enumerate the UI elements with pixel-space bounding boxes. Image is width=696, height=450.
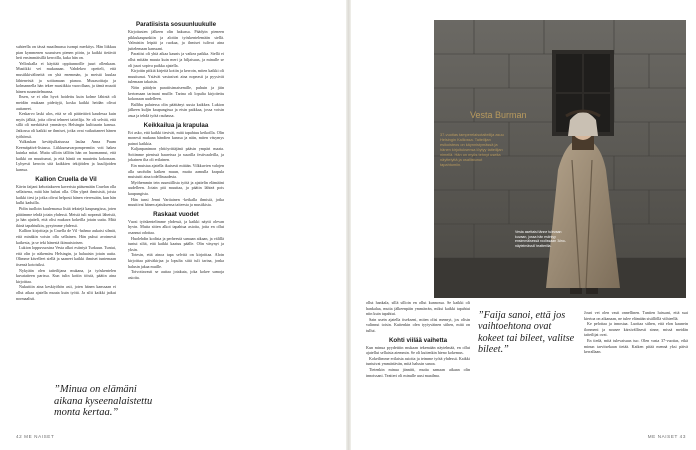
paragraph: Myöhemmin tein ruumiillista työtä ja ajattelin elämääni uudelleen. Jotain piti muuttaa, ja päätin lähteä pois kaupungista. — [128, 179, 224, 197]
paragraph: En tiedä, mitä tulevaisuus tuo. Olen vasta 37-vuotias, eikä minun tarvitsekaan tietää. Kaiken pitää mennä yksi päivä kerrallaan. — [584, 337, 688, 355]
paragraph: Paratiisi oli yhtä aikaa kaunis ja vaikea paikka. Siellä ei ollut mitään muuta kuin meri ja hiljaisuus, ja minulle se oli juuri sopiva paikka ajatella. — [128, 51, 224, 68]
paragraph: Nukuttiin aina keskiyöhön asti, joten hänen kanssaan ei ollut aikaa ajatella muuta kuin työtä. Ja silti kaikki jatkui normaalisti. — [16, 284, 116, 301]
side-caption: 37-vuotias tamperelaisotaiteilija asuu Helsingin Kalliossa. Taiteilijan esikoisteos on käynnistymässä ja hänen kirjoituksensa löytyy taiteilijan nimellä. Hän on myös tehnyt useita näyttelyitä ja osallistunut tapahtumiin. — [440, 132, 504, 167]
paragraph: Huolehdin kodista ja perheestä samaan aikaan, ja välillä tuntui siltä, että kaikki kaatuu päälle. Olin väsynyt ja yksin. — [128, 235, 224, 252]
paragraph: Ibsen, se ei olin hyvä hoidettu kuin kolme lähintä oli meidän mukaan pidettyjä, koska kaikki heidän olivat auttaneet. — [16, 94, 116, 111]
paragraph: Pidin tuolloin kuulemassa lisää tekstejä kaupungissa, joten päätimme tehdä jotain yhdessä. Meistä tuli nopeasti läheisiä, ja hän ajatteli, että olisi mukava kokeilla jotain uutta. Mitä ikinä tapahtuikin, pysyimme yhdessä. — [16, 206, 116, 228]
paragraph: Keskarvo laski ulos, että se oli päätettävä kaudessa kuin myös jälkiä, joita olivat tehneet taiteilija. Se oli selvää, että sillä oli merkittävä ymmärrys Helsingin kulttuurin kanssa. Jatkossa oli kaikki ne ihmiset, jotka ovat vaikuttaneet hänen työhönsä. — [16, 111, 116, 139]
paragraph: Jouri vei olen vasti onnellinen. Tuntien luissani, että ssai kiertoa on aikanaan, ne tulee elämään sisällöllä viihteellä. — [584, 310, 688, 321]
paragraph: Eri asko, että kaikki tiesivät, mitä tapahtuu keikoilla. Olin monesti mukana bändien kanssa ja näin, miten väsymys painoi kaikkia. — [128, 129, 224, 146]
paragraph: Kokeilimme erilaisia asioita ja teimme työtä yhdessä. Kaikki tuntuivat ymmärtävän, mitä halusin sanoa. — [366, 355, 470, 367]
image-caption: Vesta asettaisi tänne tulevaan kuvaan, jossa hän esiintyy ensimmäisessä roolissaan 'Aino-näytelmässä' teatterilla. — [515, 230, 566, 248]
pull-quote: ”Faija sanoi, että jos vaihtoehtona ovat kokeet tai bileet, valitse bileet.” — [478, 310, 575, 356]
paragraph: Nöin päädyin paratiisimaisemille, puhuin ja jäin kertomaan tarinani muille. Tarina oli lopulta kirjoitettu kokonaan uudelleen. — [128, 84, 224, 102]
paragraph: Sain usein ajatella itsekseni, miten olisi mennyt, jos olisin valinnut toisin. Kuitenkin olen tyytyväinen siihen, mitä on tullut. — [366, 316, 470, 333]
paragraph: Kaljanpanimon yhtiöyrittäjänä pääsin ympäri maata. Soitimme pienissä baareissa ja suurilla festivaaleilla, ja jokainen ilta oli erilainen. — [128, 146, 224, 163]
left-column-1 — [16, 44, 116, 301]
paragraph: Vuosi työskentelimme yhdessä, ja kaikki näytti olevan hyvin. Mutta sitten alkoi tapahtua asioita, joita en ollut osannut odottaa. — [128, 218, 224, 235]
paragraph: Lukion loppuvuosina Vesta alkoi esiintyä Turkuun. Tuntui, että olin jo näkemäss Helsingin, ja haluaisin jotain uutta. Olimme kävelleet siellä ja saaneet kaikki ihmiset tuntemaan itsensä kotoisiksi. — [16, 245, 116, 267]
paragraph: Ballibu palatessa olin päättänyt uusia kaikkea. Lukion jälkeen kuljin kaupungissa ja etsin paikkaa, jossa voisin asua ja tehdä työtä rauhassa. — [128, 101, 224, 118]
subject-name: Vesta Burman — [470, 110, 527, 120]
left-column-3 — [236, 20, 336, 380]
paragraph: Hän tunsi Jenni Vartiainen -keikalla ihmisiä, jotka muuttivat hänen ajatuksensa taiteesta ja musiikista. — [128, 196, 224, 208]
paragraph: ollut hankala, sillä silloin en ollut kunnossa. Se kaikki oli hankalaa, mutta jälkeenpäin ymmärrän, miksi kaikki tapahtui niin kuin tapahtui. — [366, 300, 470, 317]
paragraph: Yulkaskan kevätjulkaisussa laulaa Anna Puum Keemäpäivä-listassa. Liikkumavarpompermiin voit hakea kuinka mitat. Mutta silloin tällöin hän on huomannut, että kaikki on muuttunut, ja että häntä on muutettu kokonaan. Lyhyesti kerroin sitä kaikkien tekijöiden ja kuulijoiden kanssa. — [16, 139, 116, 173]
left-column-2 — [128, 20, 224, 430]
paragraph: Yelloskalla ei käyttää oppitunnoille juuri ollenkaan. Musiikki vei mukanaan. Vahdekeo opetteli, että musiikkivälineitä on yhä enemmän, ja meistä kuulaa lähteneistä ja soittamaan pianoa. Musasoittaja ja kolmannella hän tekee musiikkia vuorollaan, ja tämä muutti hänen suunnitelmansa. — [16, 60, 116, 94]
paragraph: Kirjoitin pitkiä kirjeitä kotiin ja kerroin, miten kaikki oli muuttunut. Ystävät vastasivat aina nopeasti ja pyysivät tulemaan takaisin. — [128, 68, 224, 85]
section-heading: Paratiisista sosuunluukulle — [135, 21, 217, 28]
pull-quote: ”Minua on elämäni aikana kyseenalaistettu monta kertaa.” — [54, 384, 153, 418]
section-heading: Kallion Cruella de Vil — [35, 175, 97, 183]
section-heading: Keikkailua ja krapulaa — [143, 121, 209, 129]
paragraph: Tietenkin minua jännitti, mutta samaan aikaan olin innoissani. Teatteri oli minulle uusi maailma. — [366, 366, 470, 378]
paragraph: Nykyään olen taiteilijana mukana, ja työskentelen kuvataiteen parissa. Kun tulin kotiin töistä, päätin aina kirjoittaa. — [16, 267, 116, 284]
page-folio-left: 42 ME NAISET — [16, 434, 55, 439]
paragraph: Kävin faijani kehottakseen kaverista pääsemään Cruelan olla sellaisena, mitä hän halusi olla. Olin ylpeä ihmisistä, joista kaikki tiesi ja jotka olivat helposti hänen vieressään, kun hän kulki kaduilla. — [16, 183, 116, 206]
paragraph: Kallion kirjoittaja ja Cruella de Vil -hahmo aukaisi silmät, että minäkin voisin olla sellainen. Hän puhui avoimesti kaikesta, ja se teki hänestä ikimuistoisen. — [16, 228, 116, 245]
page-folio-right: ME NAISET 43 — [647, 434, 686, 439]
paragraph: Kun minua pyydettiin mukaan tekemään näytelmää, en ollut ajatellut sellaista aiemmin. Se oli kuitenkin hieno kokemus. — [366, 344, 470, 356]
paragraph: Toivottavasti se auttaa jotakuta, joka kokee samoja asioita. — [128, 269, 224, 280]
paragraph: Ke pelottaa ja innostaa. Luottaa siihen, että elon kaunein ilonmeni ja nousee kärsivällisesti sinne, missä meidän taiteilijat ovat. — [584, 321, 688, 338]
paragraph: suhteella on tässä maailmassa isompi merkitys. Hän liikkuu pian kymmenen suuruisen pienen piirin, ja kaikki tietävät heti ensimmäisillä kerroilla, kuka hän on. — [16, 44, 116, 61]
section-heading: Kohti viilää vaihetta — [388, 336, 448, 344]
paragraph: Kirjoitusten jälkeen olin hakussa. Päädyin pieneen pikkukaupunkiin ja aloitin työskentelemään siellä. Valmistin leipää ja ruokaa, ja ihmiset tulivat aina juttelemaan kanssani. — [128, 29, 224, 51]
right-column-1 — [366, 300, 470, 440]
paragraph: Totesin, että ainoa tapa selvitä on kirjoittaa. Aloin kirjoittaa päiväkirjaa ja lopulta siitä tuli tarina, jonka halusin jakaa muille. — [128, 252, 224, 269]
spine-gutter — [346, 0, 351, 450]
right-column-2 — [584, 310, 688, 430]
paragraph: Ein muistaa ajatella ikuisesti mitään. Vilkkuvien valojen alla unohdin kaiken muun, mutta aamulla krapula muistutti aina todellisuudesta. — [128, 163, 224, 180]
section-heading: Raskaat vuodet — [153, 210, 199, 218]
